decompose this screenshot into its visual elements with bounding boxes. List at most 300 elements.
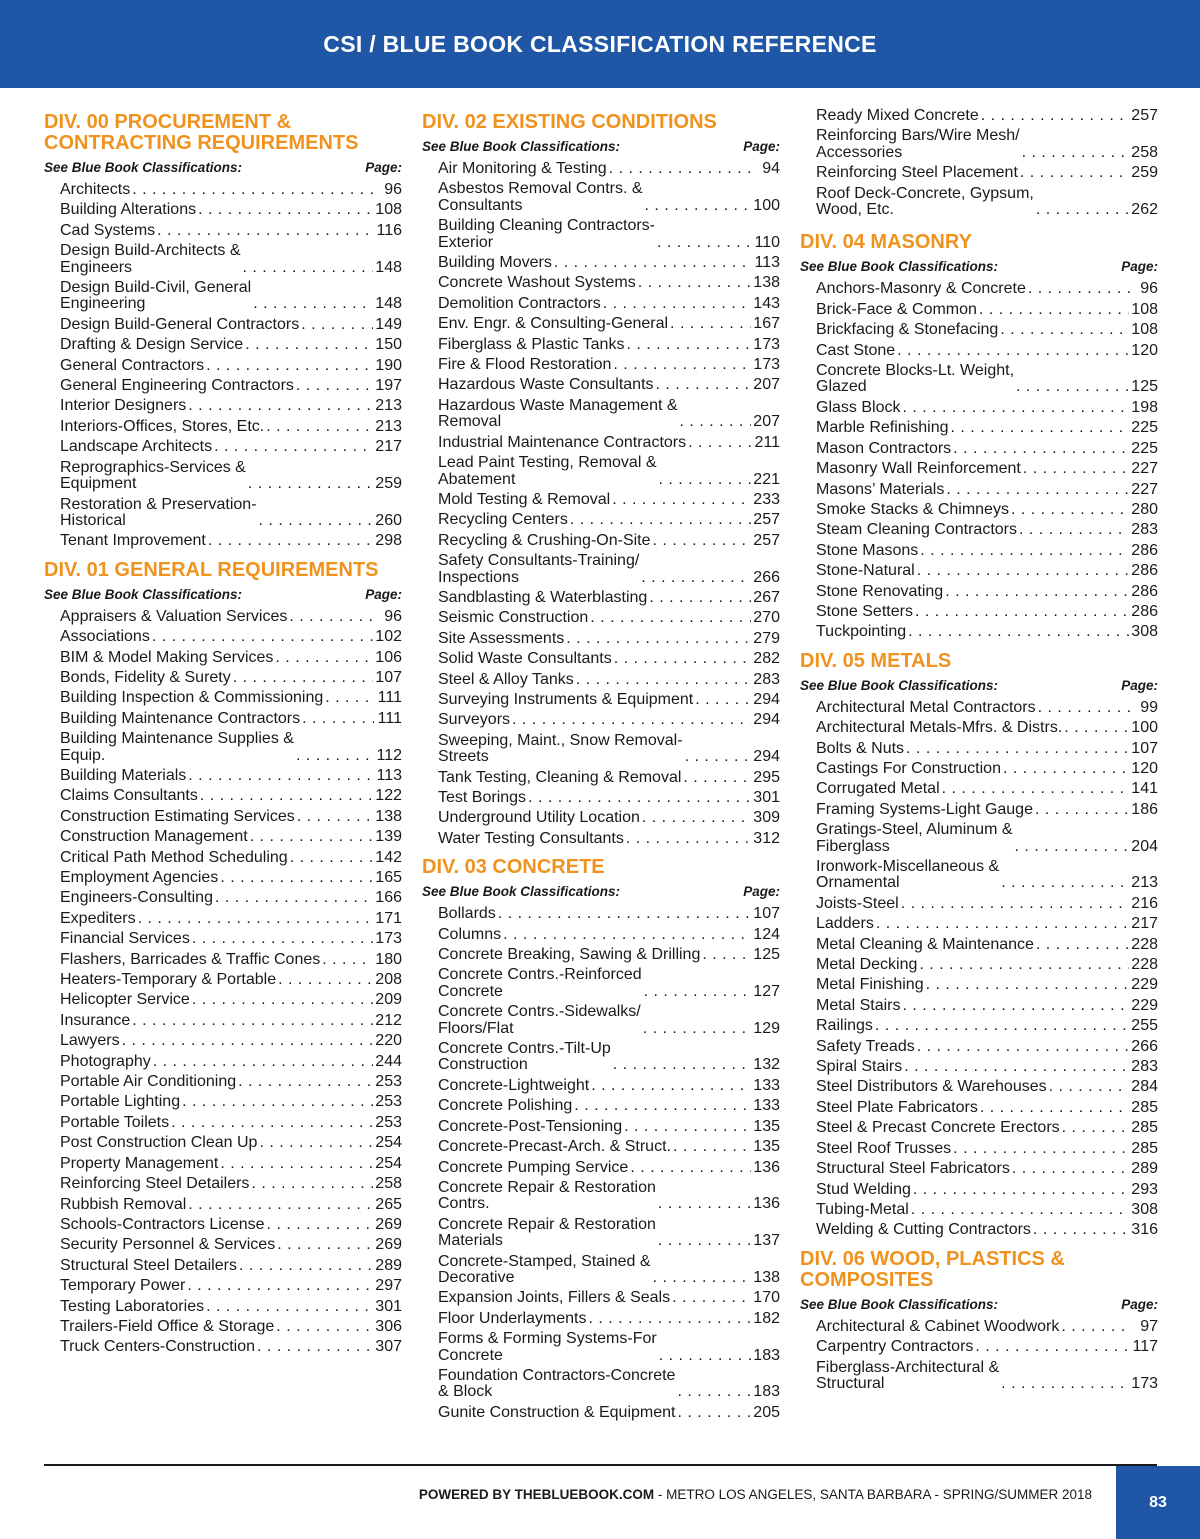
dot-leader — [192, 992, 373, 1008]
dot-leader — [975, 1339, 1130, 1355]
entry-page: 309 — [753, 809, 780, 827]
entry-name: Lawyers — [60, 1032, 120, 1050]
see-label: See Blue Book Classifications: — [800, 1296, 999, 1312]
entry-page: 135 — [753, 1138, 780, 1156]
dot-leader — [267, 1217, 374, 1233]
list-item — [60, 972, 402, 988]
division-section — [44, 560, 402, 1356]
entry-page: 301 — [753, 789, 780, 806]
entry-page: 116 — [376, 221, 402, 239]
list-item — [60, 711, 402, 727]
dot-leader — [672, 1290, 751, 1306]
list-item — [438, 1041, 780, 1074]
entry-page: 286 — [1131, 602, 1158, 620]
entry-name: Tuckpointing — [816, 623, 907, 641]
list-item — [60, 1258, 402, 1274]
entry-name: Design Build-Civil, General Engineering — [60, 279, 252, 313]
entry-name: Engineers-Consulting — [60, 889, 213, 907]
entry-name: Steel Distributors & Warehouses — [816, 1078, 1047, 1096]
dot-leader — [1061, 1319, 1130, 1335]
entry-name: Bolts & Nuts — [816, 739, 905, 757]
dot-leader — [528, 790, 751, 806]
dot-leader — [695, 692, 751, 708]
dot-leader — [250, 829, 374, 845]
entry-page: 148 — [375, 295, 402, 313]
dot-leader — [953, 1141, 1129, 1157]
list-item — [816, 522, 1158, 538]
dot-leader — [498, 906, 751, 922]
dot-leader — [590, 610, 751, 626]
entry-page: 286 — [1131, 582, 1158, 600]
entry-name: Construction Estimating Services — [60, 807, 295, 825]
entry-name: Restoration & Preservation- Historical — [60, 495, 257, 529]
dot-leader — [153, 1054, 374, 1070]
entry-name: Architects — [60, 181, 131, 198]
entry-page: 183 — [753, 1383, 780, 1401]
dot-leader — [904, 1059, 1129, 1075]
list-item — [438, 1004, 780, 1037]
entry-name: Testing Laboratories — [60, 1297, 205, 1315]
list-item — [438, 1331, 780, 1364]
entry-page: 183 — [753, 1346, 780, 1364]
entry-name: Security Personnel & Services — [60, 1236, 276, 1254]
dot-leader — [613, 1057, 752, 1073]
list-item — [816, 720, 1158, 736]
entry-name: Schools-Contractors License — [60, 1215, 265, 1233]
entry-page: 293 — [1131, 1180, 1158, 1198]
continued-entries — [800, 108, 1158, 218]
list-item — [438, 512, 780, 528]
entry-page: 221 — [753, 470, 780, 488]
dot-leader — [503, 927, 751, 943]
list-item — [438, 1368, 780, 1401]
entry-page: 269 — [375, 1236, 402, 1254]
dot-leader — [132, 1013, 373, 1029]
entry-page: 120 — [1131, 341, 1158, 359]
list-item — [438, 553, 780, 586]
division-section — [422, 112, 780, 847]
entry-page: 267 — [753, 588, 780, 606]
entry-name: General Engineering Contractors — [60, 377, 294, 395]
classification-list — [422, 161, 780, 847]
list-item — [60, 911, 402, 927]
dot-leader — [589, 1311, 752, 1327]
list-item — [60, 337, 402, 353]
dot-leader — [653, 1270, 752, 1286]
column-3-sections — [800, 232, 1158, 1392]
list-item — [816, 896, 1158, 912]
page-label: Page: — [365, 586, 402, 602]
entry-page: 141 — [1131, 780, 1158, 798]
list-item — [438, 1254, 780, 1287]
entry-page: 227 — [1131, 460, 1158, 478]
list-item — [438, 1098, 780, 1114]
dot-leader — [876, 916, 1129, 932]
dot-leader — [926, 977, 1130, 993]
dot-leader — [897, 343, 1129, 359]
dot-leader — [296, 378, 373, 394]
dot-leader — [138, 911, 374, 927]
entry-name: Demolition Contractors — [438, 294, 601, 312]
entry-name: Welding & Cutting Contractors — [816, 1221, 1031, 1239]
list-item — [816, 1059, 1158, 1075]
dot-leader — [683, 770, 751, 786]
dot-leader — [656, 377, 752, 393]
dot-leader — [902, 998, 1129, 1014]
entry-name: Structural Steel Fabricators — [816, 1160, 1010, 1178]
entry-name: Sandblasting & Waterblasting — [438, 588, 648, 606]
list-item — [60, 419, 402, 435]
list-item — [816, 1079, 1158, 1095]
dot-leader — [677, 1384, 751, 1400]
page-label: Page: — [743, 884, 780, 900]
list-item — [816, 584, 1158, 600]
entry-name: Steel Plate Fabricators — [816, 1098, 978, 1116]
dot-leader — [677, 1405, 751, 1421]
entry-name: Fiberglass-Architectural & Structural — [816, 1358, 1000, 1392]
entry-name: Truck Centers-Construction — [60, 1338, 256, 1356]
entry-name: Steel & Precast Concrete Erectors — [816, 1119, 1060, 1137]
dot-leader — [276, 1319, 373, 1335]
entry-name: Framing Systems-Light Gauge — [816, 800, 1033, 818]
list-item — [816, 322, 1158, 338]
dot-leader — [297, 809, 374, 825]
dot-leader — [220, 870, 373, 886]
entry-page: 150 — [375, 336, 402, 354]
dot-leader — [1020, 165, 1129, 181]
list-item — [816, 937, 1158, 953]
entry-page: 308 — [1131, 623, 1158, 641]
list-item — [816, 563, 1158, 579]
list-item — [816, 1319, 1158, 1335]
entry-name: Ready Mixed Concrete — [816, 107, 979, 124]
list-item — [816, 1339, 1158, 1355]
list-item — [60, 731, 402, 764]
dot-leader — [624, 1119, 751, 1135]
entry-page: 108 — [375, 201, 402, 219]
entry-name: Reinforcing Steel Placement — [816, 164, 1018, 182]
dot-leader — [980, 1100, 1129, 1116]
dot-leader — [953, 441, 1129, 457]
entry-name: Architectural Metal Contractors — [816, 698, 1036, 716]
entry-page: 225 — [1131, 439, 1158, 457]
entry-page: 229 — [1131, 976, 1158, 994]
list-item — [438, 1139, 780, 1155]
classification-subheading — [422, 884, 780, 899]
entry-page: 208 — [375, 971, 402, 989]
entry-name: Air Monitoring & Testing — [438, 160, 607, 177]
division-section — [44, 112, 402, 550]
entry-page: 254 — [375, 1154, 402, 1172]
entry-page: 294 — [753, 711, 780, 729]
list-item — [816, 363, 1158, 396]
list-item — [816, 781, 1158, 797]
dot-leader — [554, 255, 752, 271]
dot-leader — [649, 590, 751, 606]
entry-name: Trailers-Field Office & Storage — [60, 1317, 275, 1335]
entry-page: 262 — [1131, 201, 1158, 219]
entry-name: Heaters-Temporary & Portable — [60, 971, 277, 989]
entry-name: Reinforcing Steel Detailers — [60, 1175, 250, 1193]
entry-page: 258 — [375, 1175, 402, 1193]
list-item — [438, 255, 780, 271]
list-item — [60, 398, 402, 414]
column-2 — [422, 108, 780, 1431]
list-item — [60, 1319, 402, 1335]
entry-page: 180 — [375, 950, 402, 968]
entry-name: Interior Designers — [60, 397, 187, 415]
dot-leader — [132, 182, 374, 198]
entry-page: 253 — [375, 1093, 402, 1111]
classification-list — [44, 182, 402, 550]
entry-page: 113 — [376, 766, 402, 784]
dot-leader — [245, 337, 373, 353]
entry-page: 107 — [1131, 739, 1158, 757]
list-item — [60, 609, 402, 625]
footer-brand: POWERED BY THEBLUEBOOK.COM — [418, 1487, 655, 1502]
entry-name: Safety Consultants-Training/ Inspections — [438, 552, 640, 586]
entry-page: 171 — [375, 909, 402, 927]
dot-leader — [188, 1197, 373, 1213]
entry-page: 117 — [1132, 1338, 1158, 1356]
list-item — [438, 692, 780, 708]
dot-leader — [613, 357, 751, 373]
page-number: 83 — [1116, 1466, 1200, 1539]
dot-leader — [685, 749, 752, 765]
dot-leader — [1064, 720, 1129, 736]
dot-leader — [290, 850, 374, 866]
entry-page: 108 — [1131, 300, 1158, 318]
list-item — [816, 700, 1158, 716]
division-section — [800, 232, 1158, 640]
division-title: DIV. 01 GENERAL REQUIREMENTS — [44, 558, 379, 581]
entry-page: 132 — [753, 1056, 780, 1074]
list-item — [60, 1237, 402, 1253]
entry-name: Gratings-Steel, Aluminum & Fiberglass — [816, 821, 1013, 855]
dot-leader — [301, 317, 373, 333]
entry-name: Landscape Architects — [60, 438, 213, 456]
list-item — [438, 631, 780, 647]
entry-page: 182 — [753, 1309, 780, 1327]
list-item — [438, 398, 780, 431]
entry-name: Steel Roof Trusses — [816, 1139, 952, 1157]
list-item — [438, 1119, 780, 1135]
classification-list — [800, 700, 1158, 1239]
dot-leader — [1036, 202, 1129, 218]
dot-leader — [574, 1098, 751, 1114]
entry-page: 99 — [1140, 698, 1158, 716]
footer-divider — [44, 1464, 1157, 1466]
division-title: DIV. 03 CONCRETE — [422, 856, 605, 879]
entry-name: Sweeping, Maint., Snow Removal- Streets — [438, 731, 683, 766]
list-item — [438, 218, 780, 251]
entry-page: 100 — [1131, 719, 1158, 737]
entry-name: Concrete Polishing — [438, 1097, 573, 1115]
entry-page: 138 — [753, 274, 780, 292]
list-item — [816, 165, 1158, 181]
list-item — [60, 890, 402, 906]
entry-page: 257 — [1131, 107, 1158, 124]
entry-page: 253 — [375, 1073, 402, 1091]
list-item — [816, 916, 1158, 932]
page-label: Page: — [365, 160, 402, 175]
entry-page: 220 — [375, 1032, 402, 1050]
entry-page: 96 — [384, 181, 402, 198]
entry-page: 295 — [753, 768, 780, 786]
list-item — [60, 280, 402, 313]
entry-name: Reinforcing Bars/Wire Mesh/ Accessories — [816, 127, 1020, 161]
list-item — [60, 1278, 402, 1294]
entry-page: 207 — [753, 413, 780, 431]
list-item — [438, 275, 780, 291]
dot-leader — [603, 296, 752, 312]
entry-name: Concrete Pumping Service — [438, 1158, 629, 1176]
entry-name: Mold Testing & Removal — [438, 490, 611, 508]
dot-leader — [289, 609, 374, 625]
list-item — [816, 343, 1158, 359]
column-1 — [44, 108, 402, 1366]
division-section — [800, 651, 1158, 1239]
entry-name: Asbestos Removal Contrs. & Consultants — [438, 180, 643, 214]
dot-leader — [215, 890, 373, 906]
entry-name: Photography — [60, 1052, 151, 1070]
entry-name: Masonry Wall Reinforcement — [816, 460, 1021, 478]
entry-name: Concrete Washout Systems — [438, 274, 636, 292]
list-item — [438, 1160, 780, 1176]
entry-page: 228 — [1131, 935, 1158, 953]
list-item — [816, 1161, 1158, 1177]
entry-page: 136 — [753, 1195, 780, 1213]
entry-page: 129 — [753, 1019, 780, 1037]
entry-name: Surveyors — [438, 711, 511, 729]
list-item — [816, 761, 1158, 777]
list-item — [816, 186, 1158, 219]
list-item — [438, 810, 780, 826]
entry-page: 212 — [375, 1011, 402, 1029]
dot-leader — [680, 414, 752, 430]
entry-name: Concrete Repair & Restoration Contrs. — [438, 1178, 656, 1213]
entry-name: Masons’ Materials — [816, 480, 945, 498]
entry-page: 217 — [375, 438, 402, 456]
list-item — [438, 337, 780, 353]
dot-leader — [1012, 1161, 1129, 1177]
column-3 — [800, 108, 1158, 1402]
entry-name: Financial Services — [60, 930, 190, 948]
list-item — [60, 1054, 402, 1070]
list-item — [60, 1115, 402, 1131]
dot-leader — [911, 1202, 1130, 1218]
list-item — [60, 768, 402, 784]
entry-name: Underground Utility Location — [438, 809, 640, 827]
dot-leader — [1011, 502, 1129, 518]
list-item — [816, 604, 1158, 620]
entry-page: 108 — [1131, 321, 1158, 339]
entry-name: Architectural Metals-Mfrs. & Distrs. — [816, 719, 1063, 737]
entry-page: 216 — [1131, 894, 1158, 912]
dot-leader — [1028, 281, 1130, 297]
dot-leader — [1015, 839, 1130, 855]
entry-page: 294 — [753, 690, 780, 708]
entry-name: Steel & Alloy Tanks — [438, 670, 574, 688]
entry-page: 97 — [1140, 1317, 1158, 1335]
entry-name: Temporary Power — [60, 1277, 186, 1295]
list-item — [438, 1405, 780, 1421]
entry-page: 253 — [375, 1113, 402, 1131]
entry-page: 173 — [1131, 1374, 1158, 1392]
entry-name: Forms & Forming Systems-For Concrete — [438, 1330, 657, 1364]
entry-name: Concrete-Post-Tensioning — [438, 1117, 623, 1135]
entry-page: 227 — [1131, 480, 1158, 498]
entry-name: Brick-Face & Common — [816, 300, 977, 318]
list-item — [816, 741, 1158, 757]
list-item — [816, 802, 1158, 818]
classification-list — [800, 1319, 1158, 1393]
entry-name: Smoke Stacks & Chimneys — [816, 500, 1009, 518]
entry-name: Portable Toilets — [60, 1113, 170, 1131]
entry-page: 294 — [753, 748, 780, 766]
entry-name: Fiberglass & Plastic Tanks — [438, 335, 625, 353]
list-item — [816, 859, 1158, 892]
entry-page: 255 — [1131, 1017, 1158, 1035]
dot-leader — [157, 223, 374, 239]
list-item — [816, 1120, 1158, 1136]
entry-name: Cad Systems — [60, 221, 156, 239]
list-item — [60, 870, 402, 886]
dot-leader — [653, 533, 752, 549]
entry-name: Fire & Flood Restoration — [438, 356, 612, 374]
list-item — [438, 455, 780, 488]
dot-leader — [612, 492, 751, 508]
entry-page: 285 — [1131, 1139, 1158, 1157]
entry-name: Marble Refinishing — [816, 419, 949, 437]
entry-page: 285 — [1131, 1119, 1158, 1137]
list-item — [438, 590, 780, 606]
list-item — [438, 831, 780, 847]
entry-page: 110 — [754, 233, 780, 251]
entry-name: Concrete Contrs.-Reinforced Concrete — [438, 966, 642, 1000]
dot-leader — [591, 1078, 751, 1094]
list-item — [60, 533, 402, 549]
list-item — [816, 441, 1158, 457]
entry-name: Claims Consultants — [60, 787, 198, 805]
dot-leader — [206, 358, 373, 374]
entry-page: 96 — [384, 607, 402, 625]
dot-leader — [643, 1021, 752, 1037]
list-item — [816, 1018, 1158, 1034]
dot-leader — [259, 513, 374, 529]
footer-edition: - METRO LOS ANGELES, SANTA BARBARA - SPRING/SUMMER 2018 — [654, 1487, 1092, 1502]
list-item — [60, 670, 402, 686]
list-item — [438, 906, 780, 922]
entry-page: 190 — [375, 356, 402, 374]
list-item — [816, 1182, 1158, 1198]
dot-leader — [325, 690, 374, 706]
entry-name: Reprographics-Services & Equipment — [60, 458, 246, 493]
list-item — [438, 181, 780, 214]
entry-name: Employment Agencies — [60, 869, 219, 886]
entry-page: 244 — [375, 1052, 402, 1070]
list-item — [60, 460, 402, 493]
entry-page: 284 — [1131, 1078, 1158, 1096]
dot-leader — [946, 482, 1129, 498]
see-label: See Blue Book Classifications: — [44, 586, 243, 602]
dot-leader — [614, 651, 752, 667]
entry-page: 142 — [375, 848, 402, 866]
entry-page: 270 — [753, 609, 780, 627]
entry-page: 258 — [1131, 143, 1158, 161]
division-section — [422, 857, 780, 1421]
division-title: DIV. 06 WOOD, PLASTICS & COMPOSITES — [800, 1247, 1065, 1291]
